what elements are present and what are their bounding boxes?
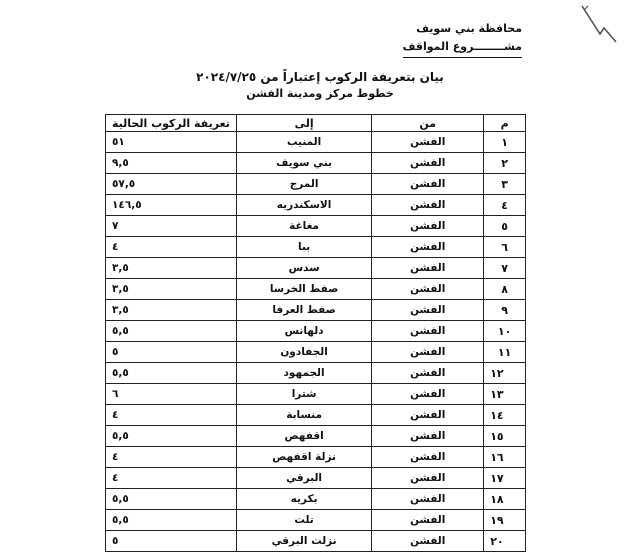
cell-num: ٢	[484, 153, 526, 174]
cell-num: ٦	[484, 237, 526, 258]
cell-from: الفشن	[372, 321, 484, 342]
cell-fare: ٥,٥	[106, 426, 237, 447]
cell-num: ١٦	[484, 447, 526, 468]
cell-from: الفشن	[372, 447, 484, 468]
document-titles	[0, 68, 640, 102]
cell-fare: ٤	[106, 447, 237, 468]
table-row	[106, 153, 526, 174]
cell-to: الجفادون	[236, 342, 371, 363]
cell-to: البرقي	[236, 468, 371, 489]
cell-fare: ٣,٥	[106, 300, 237, 321]
cell-num: ١٤	[484, 405, 526, 426]
cell-num: ١٢	[484, 363, 526, 384]
header-to: إلى	[236, 115, 371, 132]
governorate-name: محافظة بني سويف	[416, 22, 522, 35]
cell-from: الفشن	[372, 531, 484, 552]
table-row	[106, 426, 526, 447]
cell-num: ١١	[484, 342, 526, 363]
cell-to: سدس	[236, 258, 371, 279]
cell-fare: ١٤٦,٥	[106, 195, 237, 216]
cell-to: مغاغة	[236, 216, 371, 237]
cell-to: بني سويف	[236, 153, 371, 174]
table-row	[106, 405, 526, 426]
cell-fare: ٣,٥	[106, 279, 237, 300]
cell-to: صفط العرفا	[236, 300, 371, 321]
cell-num: ١٧	[484, 468, 526, 489]
cell-to: المرج	[236, 174, 371, 195]
cell-from: الفشن	[372, 405, 484, 426]
cell-fare: ٥,٥	[106, 489, 237, 510]
cell-num: ١٥	[484, 426, 526, 447]
cell-from: الفشن	[372, 258, 484, 279]
cell-fare: ٣,٥	[106, 258, 237, 279]
header-fare: تعريفة الركوب الحالية	[106, 115, 237, 132]
header-from: من	[372, 115, 484, 132]
cell-fare: ٥,٥	[106, 321, 237, 342]
cell-to: منسابة	[236, 405, 371, 426]
cell-from: الفشن	[372, 468, 484, 489]
cell-to: تلت	[236, 510, 371, 531]
table-row	[106, 342, 526, 363]
cell-num: ١٩	[484, 510, 526, 531]
table-row	[106, 132, 526, 153]
cell-num: ٧	[484, 258, 526, 279]
table-row	[106, 489, 526, 510]
cell-from: الفشن	[372, 195, 484, 216]
table-row	[106, 531, 526, 552]
cell-fare: ٩,٥	[106, 153, 237, 174]
cell-from: الفشن	[372, 279, 484, 300]
document-title: بيان بتعريفة الركوب إعتباراً من ٢٠٢٤/٧/٢٥	[196, 70, 444, 84]
corner-mark-icon	[578, 4, 618, 44]
cell-num: ٣	[484, 174, 526, 195]
cell-fare: ٧	[106, 216, 237, 237]
cell-fare: ٦	[106, 384, 237, 405]
table-row	[106, 237, 526, 258]
cell-from: الفشن	[372, 300, 484, 321]
cell-from: الفشن	[372, 174, 484, 195]
cell-from: الفشن	[372, 426, 484, 447]
cell-from: الفشن	[372, 237, 484, 258]
cell-to: شترا	[236, 384, 371, 405]
table-row	[106, 174, 526, 195]
cell-from: الفشن	[372, 342, 484, 363]
table-row	[106, 510, 526, 531]
table-row	[106, 321, 526, 342]
table-row	[106, 468, 526, 489]
cell-to: الاسكندريه	[236, 195, 371, 216]
cell-fare: ٥١	[106, 132, 237, 153]
table-row	[106, 363, 526, 384]
cell-from: الفشن	[372, 489, 484, 510]
cell-num: ١	[484, 132, 526, 153]
table-row	[106, 300, 526, 321]
cell-fare: ٤	[106, 468, 237, 489]
cell-to: بكريه	[236, 489, 371, 510]
department-name: مشــــــــروع المواقف	[403, 38, 522, 58]
cell-from: الفشن	[372, 363, 484, 384]
table-row	[106, 258, 526, 279]
table-row	[106, 279, 526, 300]
cell-to: الجمهود	[236, 363, 371, 384]
cell-to: اقفهص	[236, 426, 371, 447]
document-subtitle: خطوط مركز ومدينة الفشن	[246, 87, 394, 100]
cell-fare: ٥,٥	[106, 363, 237, 384]
cell-num: ٤	[484, 195, 526, 216]
cell-to: ببا	[236, 237, 371, 258]
table-row	[106, 447, 526, 468]
table-row	[106, 195, 526, 216]
table-header-row	[106, 115, 526, 132]
cell-num: ٥	[484, 216, 526, 237]
fares-table	[105, 114, 526, 552]
cell-fare: ٥٧,٥	[106, 174, 237, 195]
cell-num: ١٣	[484, 384, 526, 405]
table-row	[106, 384, 526, 405]
cell-from: الفشن	[372, 216, 484, 237]
table-row	[106, 216, 526, 237]
cell-to: نزلة اقفهص	[236, 447, 371, 468]
cell-to: نزلت البرقي	[236, 531, 371, 552]
cell-to: صفط الخرسا	[236, 279, 371, 300]
cell-from: الفشن	[372, 132, 484, 153]
cell-num: ٩	[484, 300, 526, 321]
cell-from: الفشن	[372, 510, 484, 531]
cell-from: الفشن	[372, 153, 484, 174]
cell-fare: ٥	[106, 342, 237, 363]
cell-fare: ٥,٥	[106, 510, 237, 531]
header-num: م	[484, 115, 526, 132]
cell-num: ١٨	[484, 489, 526, 510]
issuer-header	[403, 20, 522, 58]
fares-table-body	[106, 132, 526, 552]
cell-from: الفشن	[372, 384, 484, 405]
cell-fare: ٤	[106, 237, 237, 258]
cell-num: ٨	[484, 279, 526, 300]
cell-num: ٢٠	[484, 531, 526, 552]
cell-to: المنيب	[236, 132, 371, 153]
cell-num: ١٠	[484, 321, 526, 342]
cell-fare: ٥	[106, 531, 237, 552]
cell-to: دلهانس	[236, 321, 371, 342]
cell-fare: ٤	[106, 405, 237, 426]
